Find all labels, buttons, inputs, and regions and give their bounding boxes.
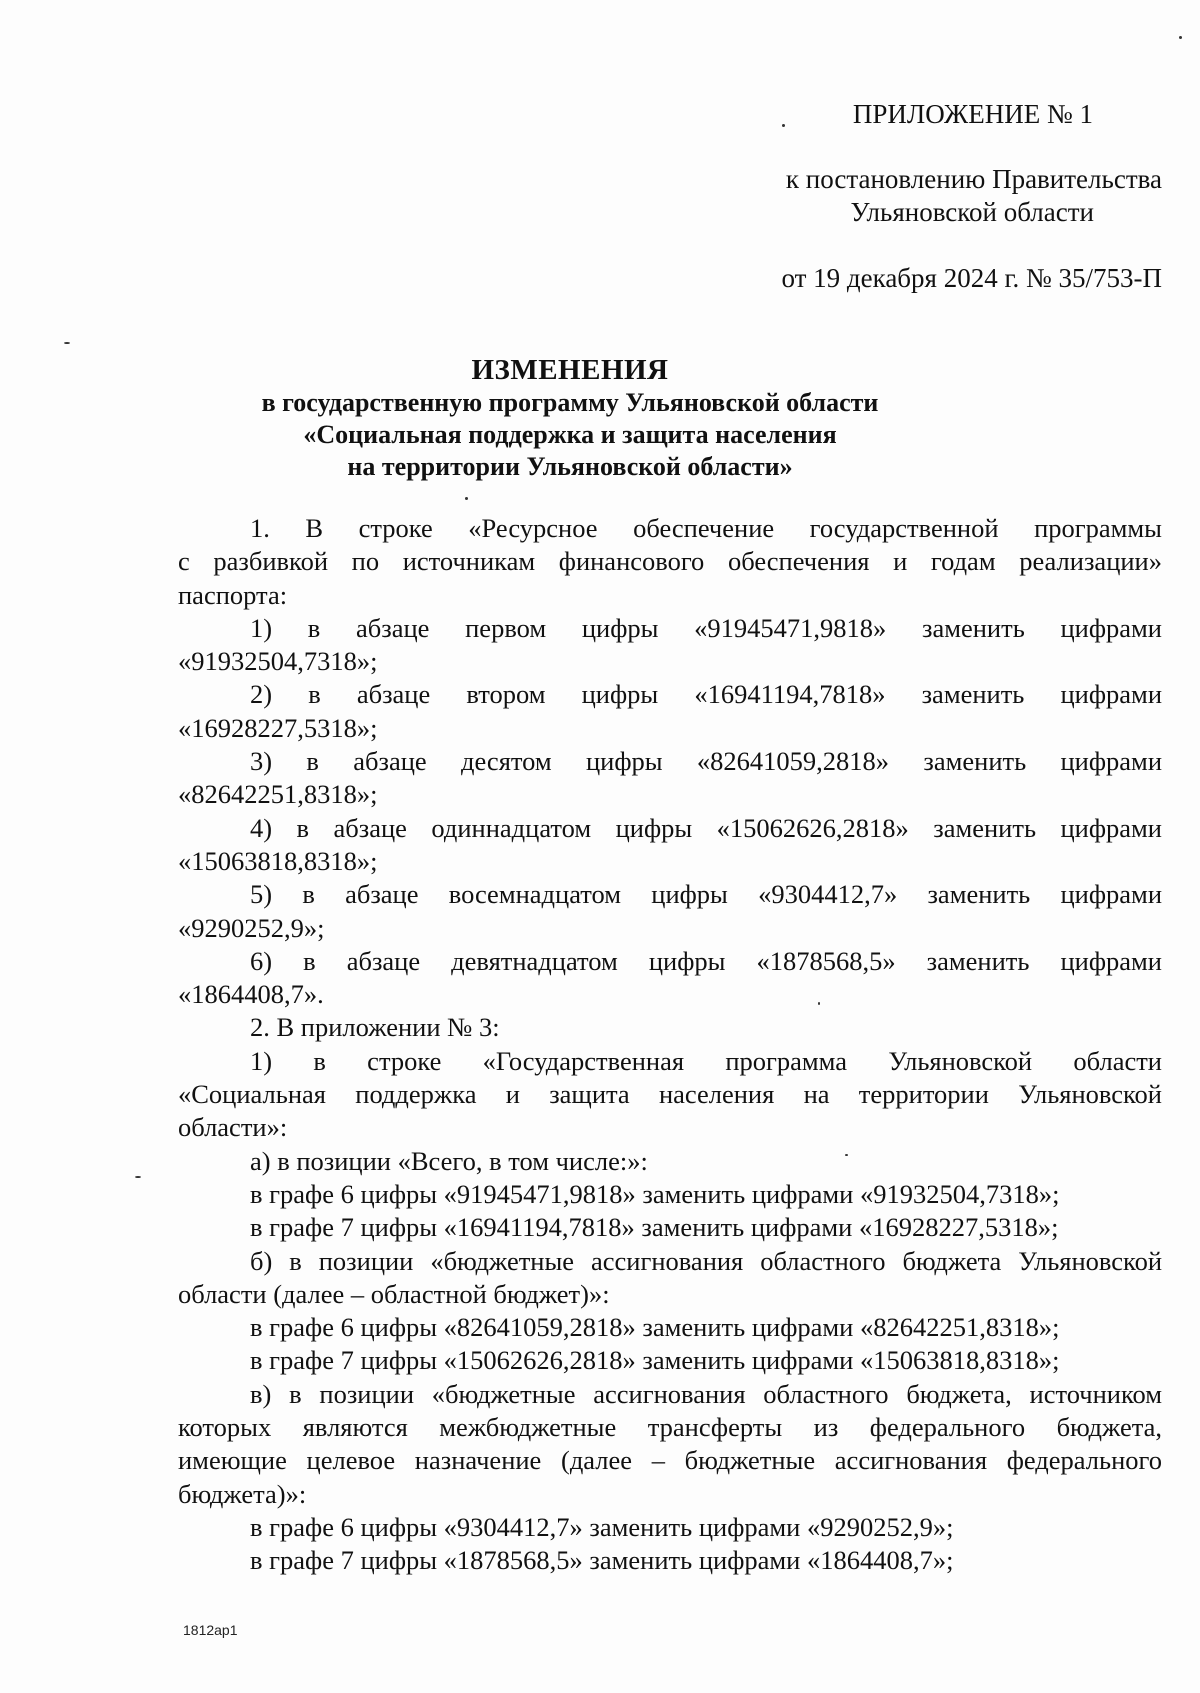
item-2: 2. В приложении № 3: (250, 1012, 500, 1043)
position-a-column-7: в графе 7 цифры «16941194,7818» заменить цифрами «16928227,5318»; (250, 1212, 1059, 1243)
subitem-5-line-2: «9290252,9»; (178, 912, 325, 943)
position-b-line-1: б) в позиции «бюджетные ассигнования областного бюджета Ульяновской (250, 1245, 1162, 1276)
scan-speck (135, 1176, 141, 1178)
subitem-2-line-2: «16928227,5318»; (178, 712, 378, 743)
title-main: ИЗМЕНЕНИЯ (471, 354, 669, 386)
document-code: 1812ap1 (183, 1622, 238, 1638)
position-v-column-7: в графе 7 цифры «1878568,5» заменить цифрами «1864408,7»; (250, 1545, 954, 1576)
subitem-1-line-2: «91932504,7318»; (178, 646, 378, 677)
scan-speck (465, 497, 468, 500)
decree-date-number: от 19 декабря 2024 г. № 35/753-П (781, 263, 1162, 293)
item-2-1-line-2: «Социальная поддержка и защита населения на территории Ульяновской (178, 1079, 1162, 1110)
subitem-5-line-1: 5) в абзаце восемнадцатом цифры «9304412,7» заменить цифрами (250, 879, 1162, 910)
subitem-4-line-2: «15063818,8318»; (178, 845, 378, 876)
position-b-column-6: в графе 6 цифры «82641059,2818» заменить цифрами «82642251,8318»; (250, 1312, 1060, 1343)
subitem-6-line-2: «1864408,7». (178, 979, 324, 1010)
item-1-line-3: паспорта: (178, 579, 288, 610)
position-v-line-1: в) в позиции «бюджетные ассигнования областного бюджета, источником (250, 1378, 1162, 1409)
position-v-line-3: имеющие целевое назначение (далее – бюджетные ассигнования федерального (178, 1445, 1162, 1476)
position-a-column-6: в графе 6 цифры «91945471,9818» заменить цифрами «91932504,7318»; (250, 1178, 1060, 1209)
subitem-4-line-1: 4) в абзаце одиннадцатом цифры «15062626,2818» заменить цифрами (250, 812, 1162, 843)
title-line-2: «Социальная поддержка и защита населения (303, 420, 837, 449)
item-1-line-1: 1. В строке «Ресурсное обеспечение государственной программы (250, 513, 1162, 543)
position-a: а) в позиции «Всего, в том числе:»: (250, 1145, 648, 1176)
item-2-1-line-1: 1) в строке «Государственная программа Ульяновской области (250, 1045, 1162, 1076)
position-b-line-2: области (далее – областной бюджет)»: (178, 1278, 610, 1309)
subitem-1-line-1: 1) в абзаце первом цифры «91945471,9818» заменить цифрами (250, 612, 1162, 643)
position-v-line-4: бюджета)»: (178, 1478, 307, 1509)
title-line-3: на территории Ульяновской области» (347, 452, 793, 481)
scan-speck (818, 1002, 820, 1005)
subitem-6-line-1: 6) в абзаце девятнадцатом цифры «1878568,5» заменить цифрами (250, 945, 1162, 976)
scan-speck (64, 342, 70, 344)
subitem-3-line-1: 3) в абзаце десятом цифры «82641059,2818» заменить цифрами (250, 746, 1162, 777)
document-body (178, 512, 1162, 1578)
scan-speck (845, 1154, 848, 1156)
decree-reference: к постановлению Правительства (785, 164, 1162, 194)
scan-speck (1179, 36, 1182, 39)
position-b-column-7: в графе 7 цифры «15062626,2818» заменить цифрами «15063818,8318»; (250, 1345, 1060, 1376)
position-v-column-6: в графе 6 цифры «9304412,7» заменить цифрами «9290252,9»; (250, 1511, 954, 1542)
appendix-heading: ПРИЛОЖЕНИЕ № 1 (852, 99, 1093, 129)
document-title (180, 353, 960, 483)
item-1-line-2: с разбивкой по источникам финансового обеспечения и годам реализации» (178, 546, 1162, 577)
subitem-3-line-2: «82642251,8318»; (178, 779, 378, 810)
subitem-2-line-1: 2) в абзаце втором цифры «16941194,7818» заменить цифрами (250, 679, 1162, 710)
item-2-1-line-3: области»: (178, 1112, 288, 1143)
scan-speck (782, 124, 785, 127)
region-name: Ульяновской области (850, 197, 1094, 227)
title-line-1: в государственную программу Ульяновской области (261, 388, 879, 417)
position-v-line-2: которых являются межбюджетные трансферты из федерального бюджета, (178, 1412, 1162, 1443)
